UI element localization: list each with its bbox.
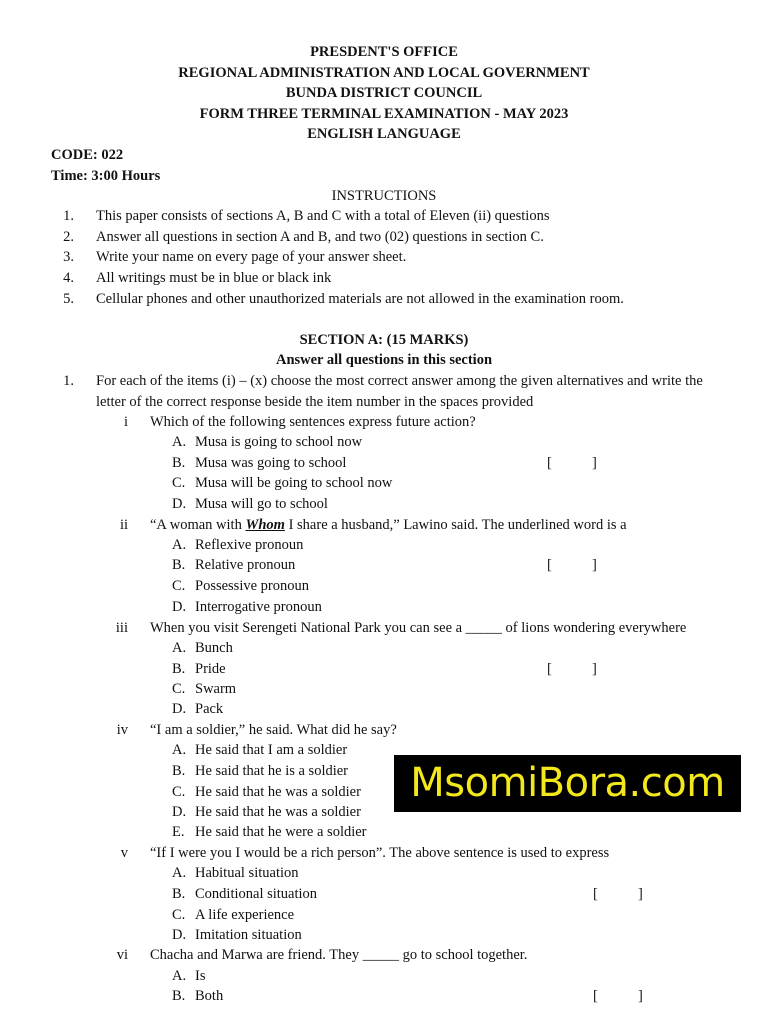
option-text: Relative pronoun bbox=[195, 557, 296, 573]
instruction-text: Answer all questions in section A and B, and two (02) questions in section C. bbox=[96, 229, 544, 245]
answer-bracket-close: ] bbox=[592, 557, 597, 573]
option-text: Bunch bbox=[195, 640, 233, 656]
section-a-title: SECTION A: (15 MARKS) bbox=[299, 332, 469, 348]
option-text: Both bbox=[195, 988, 224, 1004]
option bbox=[172, 497, 328, 512]
option-letter: C. bbox=[172, 907, 186, 923]
item-question: “If I were you I would be a rich person”. The above sentence is used to express bbox=[150, 845, 610, 861]
item-roman: iii bbox=[115, 620, 128, 636]
answer-bracket-open: [ bbox=[547, 557, 552, 573]
answer-bracket-open: [ bbox=[593, 988, 598, 1004]
option-text: He said that he were a soldier bbox=[195, 824, 367, 840]
answer-bracket-close: ] bbox=[638, 886, 643, 902]
question-instruction-line: For each of the items (i) – (x) choose the most correct answer among the given alternatives and write the bbox=[96, 373, 703, 389]
option bbox=[172, 764, 348, 779]
option-text: Habitual situation bbox=[195, 865, 299, 881]
item-question: Chacha and Marwa are friend. They _____ go to school together. bbox=[150, 947, 528, 963]
option-text: He said that he is a soldier bbox=[195, 763, 349, 779]
option-letter: A. bbox=[172, 742, 187, 758]
header-line-ministry: REGIONAL ADMINISTRATION AND LOCAL GOVERNMENT bbox=[178, 65, 590, 81]
option bbox=[172, 969, 205, 984]
question-instruction-line: letter of the correct response beside the item number in the spaces provided bbox=[96, 394, 534, 410]
header-line-office: PRESDENT'S OFFICE bbox=[310, 44, 458, 60]
option-text: He said that he was a soldier bbox=[195, 804, 361, 820]
option bbox=[172, 702, 223, 717]
item-roman: vi bbox=[116, 947, 128, 963]
option-text: Pack bbox=[195, 701, 224, 717]
item-question bbox=[150, 518, 627, 533]
option bbox=[172, 435, 362, 450]
option-letter: D. bbox=[172, 804, 187, 820]
option-letter: B. bbox=[172, 661, 186, 677]
instruction-text: All writings must be in blue or black ink bbox=[96, 270, 332, 286]
option-text: Imitation situation bbox=[195, 927, 302, 943]
option-letter: D. bbox=[172, 701, 187, 717]
instruction-text: Cellular phones and other unauthorized materials are not allowed in the examination room. bbox=[96, 291, 624, 307]
option-letter: B. bbox=[172, 455, 186, 471]
option bbox=[172, 456, 346, 471]
exam-code: CODE: 022 bbox=[51, 147, 124, 163]
option-text: A life experience bbox=[195, 907, 295, 923]
option-letter: B. bbox=[172, 763, 186, 779]
option-letter: C. bbox=[172, 681, 186, 697]
item-question: When you visit Serengeti National Park you can see a _____ of lions wondering everywhere bbox=[150, 620, 687, 636]
option-letter: A. bbox=[172, 640, 187, 656]
item-question: “I am a soldier,” he said. What did he say? bbox=[150, 722, 397, 738]
option bbox=[172, 476, 392, 491]
answer-bracket-open: [ bbox=[547, 661, 552, 677]
header-line-council: BUNDA DISTRICT COUNCIL bbox=[285, 85, 483, 101]
option-letter: B. bbox=[172, 557, 186, 573]
exam-time: Time: 3:00 Hours bbox=[51, 168, 161, 184]
option-letter: D. bbox=[172, 599, 187, 615]
option bbox=[172, 579, 309, 594]
option bbox=[172, 682, 236, 697]
instruction-text: This paper consists of sections A, B and C with a total of Eleven (ii) questions bbox=[96, 208, 550, 224]
instruction-text: Write your name on every page of your answer sheet. bbox=[96, 249, 407, 265]
option bbox=[172, 989, 223, 1004]
option bbox=[172, 928, 302, 943]
watermark-logo: MsomiBora.com bbox=[394, 755, 741, 812]
option-text: Is bbox=[195, 968, 206, 984]
option bbox=[172, 641, 233, 656]
option-text: Musa will be going to school now bbox=[195, 475, 393, 491]
option-letter: C. bbox=[172, 784, 186, 800]
option bbox=[172, 805, 361, 820]
option-text: Swarm bbox=[195, 681, 237, 697]
answer-bracket-open: [ bbox=[547, 455, 552, 471]
header-line-exam: FORM THREE TERMINAL EXAMINATION - MAY 2023 bbox=[199, 106, 569, 122]
item-roman: iv bbox=[116, 722, 128, 738]
section-a-subtitle: Answer all questions in this section bbox=[275, 352, 493, 368]
option-text: Musa was going to school bbox=[195, 455, 347, 471]
underlined-word: Whom bbox=[245, 517, 285, 533]
question-text: I share a husband,” Lawino said. The underlined word is a bbox=[284, 517, 627, 533]
answer-bracket-close: ] bbox=[592, 455, 597, 471]
option-text: Musa will go to school bbox=[195, 496, 328, 512]
header-line-subject: ENGLISH LANGUAGE bbox=[307, 126, 461, 142]
option-text: Reflexive pronoun bbox=[195, 537, 304, 553]
instruction-number: 2. bbox=[63, 229, 74, 245]
option-text: Pride bbox=[195, 661, 226, 677]
answer-bracket-close: ] bbox=[592, 661, 597, 677]
option bbox=[172, 662, 226, 677]
option bbox=[172, 743, 347, 758]
option-letter: D. bbox=[172, 927, 187, 943]
answer-bracket-close: ] bbox=[638, 988, 643, 1004]
option bbox=[172, 538, 303, 553]
option-letter: A. bbox=[172, 968, 187, 984]
option-letter: E. bbox=[172, 824, 185, 840]
item-roman: v bbox=[120, 845, 128, 861]
option bbox=[172, 887, 317, 902]
option-text: Possessive pronoun bbox=[195, 578, 309, 594]
instruction-number: 1. bbox=[63, 208, 74, 224]
option-letter: C. bbox=[172, 475, 186, 491]
option-letter: A. bbox=[172, 537, 187, 553]
option bbox=[172, 908, 294, 923]
option-letter: C. bbox=[172, 578, 186, 594]
instructions-title: INSTRUCTIONS bbox=[331, 188, 437, 204]
option bbox=[172, 600, 322, 615]
option-text: Interrogative pronoun bbox=[195, 599, 322, 615]
question-text: “A woman with bbox=[150, 517, 246, 533]
option bbox=[172, 785, 361, 800]
instruction-number: 3. bbox=[63, 249, 74, 265]
answer-bracket-open: [ bbox=[593, 886, 598, 902]
instruction-number: 4. bbox=[63, 270, 74, 286]
item-roman: i bbox=[123, 414, 128, 430]
option-text: Musa is going to school now bbox=[195, 434, 363, 450]
question-number: 1. bbox=[63, 373, 74, 389]
option-letter: B. bbox=[172, 988, 186, 1004]
option-letter: A. bbox=[172, 434, 187, 450]
option bbox=[172, 825, 367, 840]
option-letter: B. bbox=[172, 886, 186, 902]
option bbox=[172, 558, 295, 573]
item-roman: ii bbox=[119, 517, 128, 533]
option-letter: D. bbox=[172, 496, 187, 512]
option-text: He said that he was a soldier bbox=[195, 784, 361, 800]
instruction-number: 5. bbox=[63, 291, 74, 307]
item-question: Which of the following sentences express future action? bbox=[150, 414, 476, 430]
option-text: He said that I am a soldier bbox=[195, 742, 348, 758]
option-text: Conditional situation bbox=[195, 886, 318, 902]
option-letter: A. bbox=[172, 865, 187, 881]
option bbox=[172, 866, 299, 881]
